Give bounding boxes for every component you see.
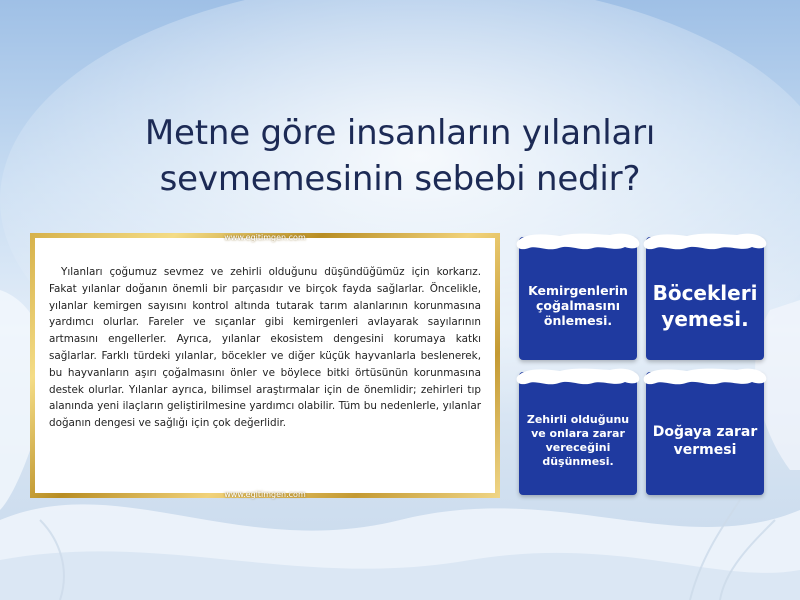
answer-label: Böcekleri yemesi. [652, 280, 758, 331]
answer-card-4[interactable] [646, 372, 764, 495]
answer-card-1[interactable] [519, 237, 637, 360]
passage-panel [35, 233, 495, 499]
answer-label: Doğaya zarar vermesi [652, 423, 758, 458]
snowcap-decoration [642, 230, 768, 252]
watermark-bottom: www.egitimgen.com [224, 490, 306, 499]
answer-label: Zehirli olduğunu ve onlara zarar vereceğini düşünmesi. [526, 412, 630, 468]
watermark-top: www.egitimgen.com [224, 233, 306, 242]
snowcap-decoration [515, 365, 641, 387]
question-line-1: Metne göre insanların yılanları [144, 113, 656, 153]
answer-label: Kemirgenlerin çoğalmasını önlemesi. [528, 283, 628, 328]
passage-text: Yılanları çoğumuz sevmez ve zehirli olduğunu düşündüğümüz için korkarız. Fakat yılanlar doğanın önemli bir parçasıdır ve birçok fayda sağlarlar. Öncelikle, yılanlar kemirgen sayısını kontrol altında tutarak tarım alanlarının korunmasına yardımcı olurlar. Fareler ve sıçanlar gibi kemirgenleri avlayarak sayılarının artmasını engellerler. Ayrıca, yılanlar ekosistem dengesini korumaya katkı sağlarlar. Farklı türdeki yılanlar, böcekler ve diğer küçük hayvanlarla beslenerek, bu hayvanların aşırı çoğalmasını önler ve böylece bitki örtüsünün korunmasına destek olurlar. Yılanlar ayrıca, bilimsel araştırmalar için de önemlidir; zehirleri tıp alanında yeni ilaçların geliştirilmesine yardımcı olabilir. Tüm bu nedenlerle, yılanlar doğanın dengesi ve sağlığı için çok değerlidir. [49, 266, 481, 430]
passage-frame [30, 233, 500, 498]
snowcap-decoration [515, 230, 641, 252]
answer-card-2[interactable] [646, 237, 764, 360]
answer-card-3[interactable] [519, 372, 637, 495]
question-line-2: sevmemesinin sebebi nedir? [159, 159, 641, 199]
question-title [60, 110, 740, 202]
snowcap-decoration [642, 365, 768, 387]
